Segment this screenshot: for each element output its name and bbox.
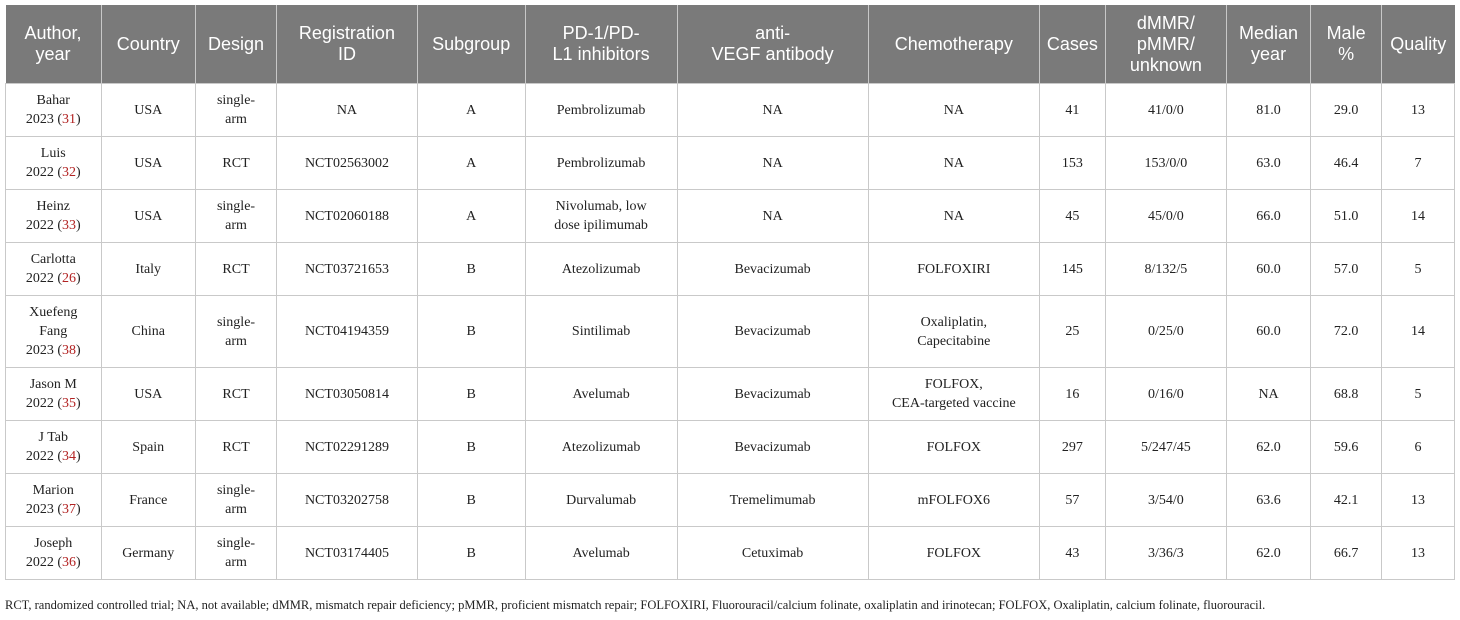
cell-quality: 14 (1382, 296, 1455, 368)
cell-year: 2022 (25, 555, 54, 570)
column-header-design (195, 5, 276, 84)
cell-text-line: L1 inhibitors (552, 44, 650, 64)
cell-text-line: Luis (40, 146, 66, 161)
cell-text-line: mFOLFOX6 (917, 492, 990, 508)
cell-author-year: Carlotta 2022 (26) (6, 243, 102, 296)
cell-chemotherapy (868, 368, 1039, 421)
cell-text-line: NA (943, 208, 964, 224)
cell-text-line: VEGF antibody (711, 44, 834, 64)
cell-text-line: Capecitabine (917, 333, 991, 349)
cell-design (195, 368, 276, 421)
cell-subgroup: B (417, 421, 525, 474)
cell-author-year: Jason M 2022 (35) (6, 368, 102, 421)
reference-link[interactable]: 38 (62, 343, 76, 358)
column-header-subgroup (417, 5, 525, 84)
cell-year: 2023 (25, 112, 54, 127)
cell-design (195, 421, 276, 474)
cell-anti-vegf-antibody: Bevacizumab (677, 421, 868, 474)
cell-mmr-status: 0/16/0 (1105, 368, 1226, 421)
cell-registration-id: NCT03721653 (277, 243, 418, 296)
cell-subgroup: B (417, 296, 525, 368)
cell-chemotherapy (868, 190, 1039, 243)
table-row (6, 137, 1455, 190)
column-header-mmr-status (1105, 5, 1226, 84)
cell-text-line: unknown (1129, 54, 1202, 75)
cell-mmr-status: 153/0/0 (1105, 137, 1226, 190)
cell-registration-id: NA (277, 84, 418, 137)
table-row (6, 190, 1455, 243)
column-header-pd1-inhibitors (525, 5, 677, 84)
cell-median-year: 60.0 (1226, 243, 1310, 296)
cell-text-line: Avelumab (572, 545, 630, 561)
cell-chemotherapy (868, 421, 1039, 474)
cell-chemotherapy (868, 137, 1039, 190)
cell-quality: 13 (1382, 84, 1455, 137)
cell-text-line: RCT (222, 439, 250, 455)
cell-quality: 13 (1382, 527, 1455, 580)
cell-text-line: arm (225, 112, 247, 127)
reference-link[interactable]: 35 (62, 396, 76, 411)
reference-link[interactable]: 32 (62, 165, 76, 180)
cell-registration-id: NCT02291289 (277, 421, 418, 474)
cell-registration-id: NCT04194359 (277, 296, 418, 368)
table-row (6, 84, 1455, 137)
cell-text-line: Median (1239, 23, 1299, 43)
cell-pd1-inhibitor (525, 527, 677, 580)
cell-median-year: 63.6 (1226, 474, 1310, 527)
cell-median-year: 62.0 (1226, 527, 1310, 580)
cell-text-line: single- (216, 314, 256, 330)
table-row (6, 243, 1455, 296)
cell-author-year: Heinz 2022 (33) (6, 190, 102, 243)
cell-text-line: Pembrolizumab (556, 155, 646, 171)
cell-anti-vegf-antibody: NA (677, 137, 868, 190)
reference-link[interactable]: 31 (62, 112, 76, 127)
table-row (6, 296, 1455, 368)
cell-text-line: Heinz (36, 199, 70, 214)
cell-text-line: RCT (222, 155, 250, 171)
cell-design (195, 474, 276, 527)
cell-text-line: Nivolumab, low (555, 199, 647, 214)
cell-text-line: ID (337, 44, 356, 64)
cell-country: Germany (101, 527, 195, 580)
cell-text-line: Sintilimab (571, 324, 631, 339)
cell-male-percent: 59.6 (1311, 421, 1382, 474)
cell-quality: 6 (1382, 421, 1455, 474)
cell-median-year: 60.0 (1226, 296, 1310, 368)
cell-author-year: Xuefeng Fang 2023 (38) (6, 296, 102, 368)
cell-chemotherapy (868, 243, 1039, 296)
cell-country: USA (101, 137, 195, 190)
cell-design (195, 296, 276, 368)
cell-text-line: Registration (298, 23, 395, 43)
header-row (6, 5, 1455, 84)
cell-text-line: single- (216, 199, 256, 214)
cell-text-line: Xuefeng (29, 305, 78, 320)
cell-cases: 41 (1040, 84, 1106, 137)
cell-text-line: Joseph (34, 536, 73, 551)
cell-mmr-status: 3/36/3 (1105, 527, 1226, 580)
cell-median-year: 66.0 (1226, 190, 1310, 243)
cell-cases: 25 (1040, 296, 1106, 368)
cell-cases: 43 (1040, 527, 1106, 580)
cell-male-percent: 66.7 (1311, 527, 1382, 580)
cell-text-line: Atezolizumab (561, 261, 641, 277)
table-row (6, 368, 1455, 421)
cell-country: USA (101, 84, 195, 137)
cell-registration-id: NCT03050814 (277, 368, 418, 421)
cell-chemotherapy (868, 296, 1039, 368)
cell-anti-vegf-antibody: Cetuximab (677, 527, 868, 580)
cell-male-percent: 51.0 (1311, 190, 1382, 243)
cell-text-line: single- (216, 93, 256, 108)
cell-chemotherapy (868, 474, 1039, 527)
cell-mmr-status: 0/25/0 (1105, 296, 1226, 368)
cell-median-year: 62.0 (1226, 421, 1310, 474)
cell-mmr-status: 41/0/0 (1105, 84, 1226, 137)
cell-pd1-inhibitor (525, 190, 677, 243)
cell-cases: 297 (1040, 421, 1106, 474)
cell-pd1-inhibitor (525, 137, 677, 190)
column-header-cases (1040, 5, 1106, 84)
cell-text-line: Durvalumab (566, 492, 637, 508)
cell-author-year: Bahar 2023 (31) (6, 84, 102, 137)
column-header-anti-vegf-antibody (677, 5, 868, 84)
cell-subgroup: B (417, 368, 525, 421)
cell-text-line: Bahar (36, 93, 70, 108)
cell-country: Italy (101, 243, 195, 296)
reference-link[interactable]: 36 (62, 555, 76, 570)
cell-mmr-status: 8/132/5 (1105, 243, 1226, 296)
cell-quality: 14 (1382, 190, 1455, 243)
cell-country: USA (101, 190, 195, 243)
cell-country: China (101, 296, 195, 368)
cell-median-year: NA (1226, 368, 1310, 421)
cell-male-percent: 42.1 (1311, 474, 1382, 527)
cell-author-year: Luis 2022 (32) (6, 137, 102, 190)
column-header-chemotherapy (868, 5, 1039, 84)
cell-text-line: J Tab (38, 430, 68, 445)
cell-anti-vegf-antibody: NA (677, 84, 868, 137)
cell-text-line: % (1338, 44, 1355, 64)
cell-cases: 57 (1040, 474, 1106, 527)
cell-text-line: Design (208, 33, 265, 54)
cell-text-line: arm (225, 333, 247, 349)
column-header-registration-id (277, 5, 418, 84)
cell-text-line: Author, (24, 23, 82, 43)
cell-text-line: FOLFOX (926, 545, 982, 561)
cell-cases: 153 (1040, 137, 1106, 190)
cell-text-line: year (35, 44, 71, 64)
cell-pd1-inhibitor (525, 296, 677, 368)
cell-author-year: J Tab 2022 (34) (6, 421, 102, 474)
cell-text-line: dMMR/ (1136, 12, 1195, 33)
column-header-median-year (1226, 5, 1310, 84)
study-characteristics-table (5, 5, 1455, 580)
table-row (6, 421, 1455, 474)
cell-text-line: arm (225, 502, 247, 517)
reference-link[interactable]: 26 (62, 271, 76, 286)
cell-quality: 7 (1382, 137, 1455, 190)
table-body (6, 84, 1455, 580)
cell-country: France (101, 474, 195, 527)
cell-cases: 145 (1040, 243, 1106, 296)
cell-subgroup: B (417, 474, 525, 527)
cell-quality: 5 (1382, 368, 1455, 421)
cell-subgroup: B (417, 243, 525, 296)
cell-chemotherapy (868, 527, 1039, 580)
cell-text-line: CEA-targeted vaccine (891, 396, 1016, 411)
cell-country: USA (101, 368, 195, 421)
column-header-country (101, 5, 195, 84)
cell-registration-id: NCT03202758 (277, 474, 418, 527)
cell-text-line: Atezolizumab (561, 439, 641, 455)
cell-anti-vegf-antibody: Tremelimumab (677, 474, 868, 527)
cell-text-line: Country (116, 33, 180, 54)
cell-text-line: FOLFOX, (924, 377, 983, 392)
cell-year: 2023 (25, 502, 54, 517)
cell-registration-id: NCT02563002 (277, 137, 418, 190)
cell-design (195, 527, 276, 580)
cell-text-line: single- (216, 536, 256, 551)
cell-text-line: arm (225, 218, 247, 233)
cell-subgroup: A (417, 137, 525, 190)
cell-design (195, 243, 276, 296)
column-header-quality (1382, 5, 1455, 84)
cell-text-line: RCT (222, 261, 250, 277)
column-header-author-year (6, 5, 102, 84)
table-row (6, 474, 1455, 527)
cell-text-line: anti- (755, 23, 791, 43)
cell-male-percent: 57.0 (1311, 243, 1382, 296)
cell-registration-id: NCT03174405 (277, 527, 418, 580)
cell-text-line: Avelumab (572, 386, 630, 402)
cell-anti-vegf-antibody: Bevacizumab (677, 296, 868, 368)
cell-text-line: Pembrolizumab (556, 102, 646, 118)
cell-year: 2022 (25, 218, 54, 233)
cell-mmr-status: 45/0/0 (1105, 190, 1226, 243)
cell-text-line: NA (943, 102, 964, 118)
reference-link[interactable]: 34 (62, 449, 76, 464)
cell-male-percent: 29.0 (1311, 84, 1382, 137)
column-header-male-percent (1311, 5, 1382, 84)
cell-text-line: RCT (222, 386, 250, 402)
cell-year: 2022 (25, 449, 54, 464)
reference-link[interactable]: 37 (62, 502, 76, 517)
cell-subgroup: B (417, 527, 525, 580)
cell-anti-vegf-antibody: NA (677, 190, 868, 243)
cell-male-percent: 46.4 (1311, 137, 1382, 190)
cell-male-percent: 68.8 (1311, 368, 1382, 421)
reference-link[interactable]: 33 (62, 218, 76, 233)
cell-year: 2023 (25, 343, 54, 358)
cell-author-year: Joseph 2022 (36) (6, 527, 102, 580)
cell-year: 2022 (25, 396, 54, 411)
cell-text-line: Chemotherapy (894, 33, 1013, 54)
cell-design (195, 190, 276, 243)
cell-year: 2022 (25, 165, 54, 180)
cell-text-line: Jason M (29, 377, 77, 392)
cell-chemotherapy (868, 84, 1039, 137)
cell-male-percent: 72.0 (1311, 296, 1382, 368)
cell-text-line: Subgroup (432, 33, 511, 54)
cell-median-year: 81.0 (1226, 84, 1310, 137)
cell-country: Spain (101, 421, 195, 474)
cell-pd1-inhibitor (525, 243, 677, 296)
cell-anti-vegf-antibody: Bevacizumab (677, 368, 868, 421)
cell-text-line: Cases (1046, 33, 1098, 54)
cell-quality: 13 (1382, 474, 1455, 527)
cell-text-line: Carlotta (30, 252, 76, 267)
cell-mmr-status: 3/54/0 (1105, 474, 1226, 527)
cell-text-line: NA (943, 155, 964, 171)
cell-design (195, 137, 276, 190)
cell-pd1-inhibitor (525, 368, 677, 421)
cell-quality: 5 (1382, 243, 1455, 296)
table-row (6, 527, 1455, 580)
cell-registration-id: NCT02060188 (277, 190, 418, 243)
cell-cases: 45 (1040, 190, 1106, 243)
cell-author-year: Marion 2023 (37) (6, 474, 102, 527)
cell-text-line: FOLFOX (926, 439, 982, 455)
study-characteristics-table-container (5, 5, 1455, 580)
cell-mmr-status: 5/247/45 (1105, 421, 1226, 474)
cell-pd1-inhibitor (525, 421, 677, 474)
table-footnote: RCT, randomized controlled trial; NA, not available; dMMR, mismatch repair deficiency; pMMR, proficient mismatch repair; FOLFOXIRI, Fluorouracil/calcium folinate, oxaliplatin and irinotecan; FOLFOX, Oxaliplatin, calcium folinate, fluorouracil. (5, 598, 1266, 612)
cell-text-line: single- (216, 483, 256, 498)
cell-subgroup: A (417, 84, 525, 137)
cell-text-line: Male (1326, 23, 1366, 43)
cell-pd1-inhibitor (525, 84, 677, 137)
cell-cases: 16 (1040, 368, 1106, 421)
cell-median-year: 63.0 (1226, 137, 1310, 190)
cell-text-line: Oxaliplatin, (920, 314, 988, 330)
cell-text-line: Fang (39, 324, 68, 339)
cell-text-line: Quality (1390, 33, 1447, 54)
cell-anti-vegf-antibody: Bevacizumab (677, 243, 868, 296)
cell-pd1-inhibitor (525, 474, 677, 527)
cell-year: 2022 (25, 271, 54, 286)
cell-text-line: year (1251, 44, 1287, 64)
cell-design (195, 84, 276, 137)
cell-text-line: arm (225, 555, 247, 570)
cell-text-line: FOLFOXIRI (917, 261, 991, 277)
cell-text-line: pMMR/ (1136, 33, 1195, 54)
cell-text-line: PD-1/PD- (562, 23, 640, 43)
cell-subgroup: A (417, 190, 525, 243)
cell-text-line: Marion (32, 483, 74, 498)
cell-text-line: dose ipilimumab (554, 218, 648, 233)
